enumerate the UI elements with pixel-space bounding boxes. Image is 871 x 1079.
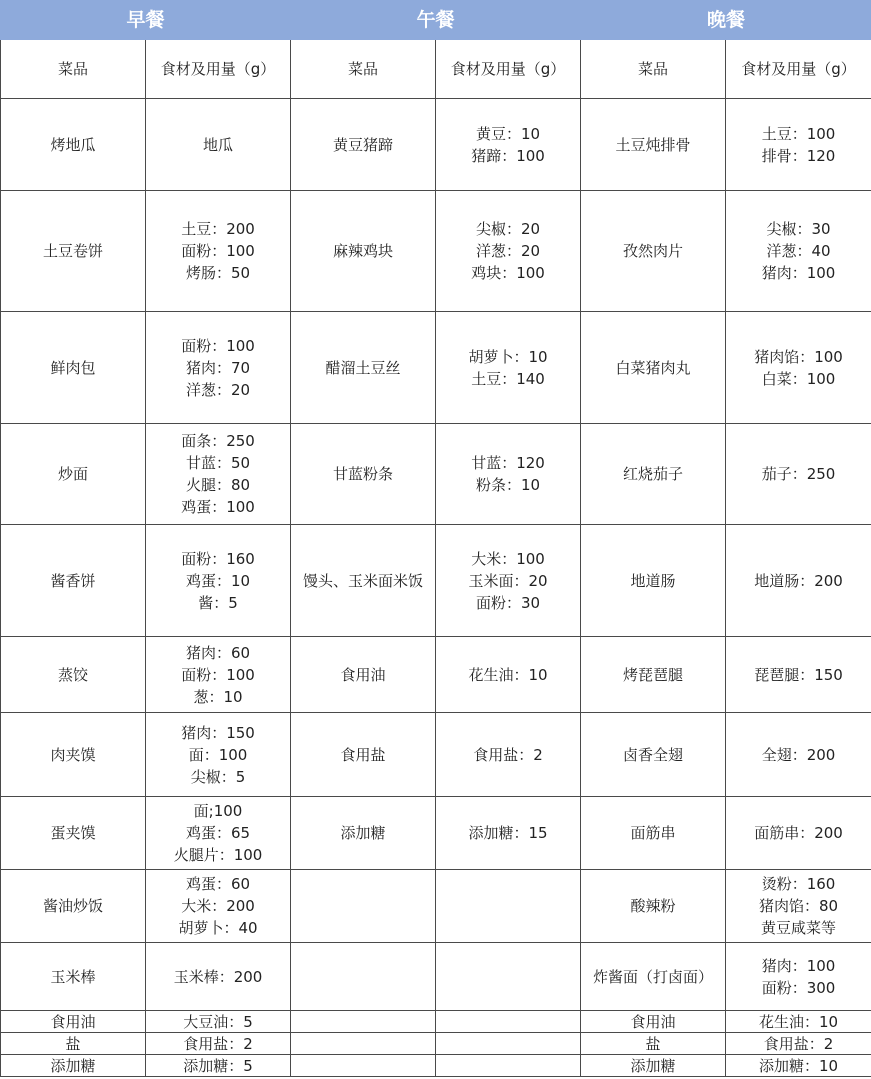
ingredient-line: 胡萝卜：10 (468, 347, 548, 366)
dinner-ingredients-cell (726, 637, 871, 713)
breakfast-dish-cell (1, 1055, 146, 1077)
dinner-ingredients-cell (726, 1055, 871, 1077)
dinner-ingredients-cell (726, 713, 871, 797)
dish-name: 炒面 (57, 465, 88, 483)
lunch-ingredients-cell (436, 797, 581, 870)
breakfast-ingredients-cell (146, 1033, 291, 1055)
ingredient-line: 猪蹄：100 (471, 146, 545, 165)
lunch-dish-cell (291, 525, 436, 637)
dinner-ingredients-cell (726, 191, 871, 312)
dish-name: 酱油炒饭 (42, 897, 103, 915)
ingredient-line: 洋葱：20 (185, 380, 251, 399)
ingredient-line: 玉米面：20 (468, 571, 548, 590)
ingredient-line: 甘蓝：120 (471, 454, 545, 472)
lunch-ingredients-cell (436, 637, 581, 713)
ingredient-line: 花生油：10 (468, 665, 548, 684)
dish-name: 馒头、玉米面米饭 (303, 571, 424, 590)
ingredient-line: 洋葱：20 (475, 242, 541, 260)
table-row (1, 1033, 871, 1055)
breakfast-dish-cell (1, 637, 146, 713)
ingredient-line: 茄子：250 (761, 465, 836, 483)
lunch-ingredients-cell (436, 1011, 581, 1033)
dish-name: 麻辣鸡块 (333, 242, 394, 260)
lunch-ingredients-cell (436, 943, 581, 1011)
lunch-dish-cell (291, 312, 436, 424)
lunch-ingredients-cell (436, 99, 581, 191)
dish-name: 卤香全翅 (623, 745, 684, 764)
ingredient-line: 土豆：100 (761, 124, 836, 143)
dish-name: 醋溜土豆丝 (325, 358, 401, 377)
breakfast-dish-cell (1, 99, 146, 191)
ingredient-line: 粉条：10 (475, 476, 541, 494)
dish-name: 白菜猪肉丸 (615, 358, 691, 377)
column-header-row (1, 40, 871, 99)
ingredient-line: 黄豆：10 (475, 124, 541, 143)
table-row (1, 525, 871, 637)
ingredient-line: 面粉：300 (761, 978, 836, 997)
ingredient-line: 酱：5 (198, 593, 238, 612)
ingredient-line: 白菜：100 (761, 369, 836, 388)
col-header-ingredients: 食材及用量（g） (146, 40, 291, 99)
ingredient-line: 大米：200 (181, 897, 255, 915)
lunch-dish-cell (291, 637, 436, 713)
lunch-dish-cell (291, 713, 436, 797)
lunch-dish-cell (291, 99, 436, 191)
dinner-ingredients-cell (726, 424, 871, 525)
ingredient-line: 面;100 (193, 802, 243, 820)
dish-name: 孜然肉片 (623, 242, 684, 260)
ingredient-line: 添加糖：5 (183, 1056, 253, 1075)
table-row (1, 424, 871, 525)
ingredient-line: 花生油：10 (758, 1012, 839, 1031)
ingredient-line: 尖椒：20 (475, 220, 541, 238)
ingredient-line: 甘蓝：50 (185, 454, 251, 472)
meal-header-row (1, 1, 871, 40)
ingredient-line: 面筋串：200 (754, 824, 843, 842)
dish-name: 盐 (645, 1034, 661, 1053)
dish-name: 烤琵琶腿 (623, 665, 684, 684)
dish-name: 黄豆猪蹄 (333, 135, 394, 154)
ingredient-line: 添加糖：15 (468, 824, 548, 842)
lunch-ingredients-cell (436, 713, 581, 797)
breakfast-ingredients-cell (146, 637, 291, 713)
dinner-ingredients-cell (726, 1033, 871, 1055)
ingredient-line: 猪肉：70 (185, 358, 251, 377)
lunch-ingredients-cell (436, 312, 581, 424)
dish-name: 食用油 (340, 665, 386, 684)
dinner-dish-cell (581, 312, 726, 424)
breakfast-ingredients-cell (146, 1011, 291, 1033)
ingredient-line: 烫粉：160 (761, 875, 836, 893)
lunch-dish-cell (291, 870, 436, 943)
breakfast-ingredients-cell (146, 943, 291, 1011)
breakfast-dish-cell (1, 713, 146, 797)
ingredient-line: 食用盐：2 (473, 745, 543, 764)
ingredient-line: 鸡蛋：65 (185, 824, 251, 842)
ingredient-line: 土豆：140 (471, 369, 545, 388)
breakfast-ingredients-cell (146, 870, 291, 943)
ingredient-line: 烤肠：50 (185, 264, 251, 282)
dinner-dish-cell (581, 1011, 726, 1033)
ingredient-line: 面粉：100 (181, 242, 255, 260)
ingredient-line: 尖椒：5 (190, 767, 246, 786)
lunch-ingredients-cell (436, 424, 581, 525)
ingredient-line: 添加糖：10 (758, 1056, 839, 1075)
dish-name: 盐 (65, 1034, 81, 1053)
dinner-ingredients-cell (726, 1011, 871, 1033)
dish-name: 肉夹馍 (50, 745, 96, 764)
lunch-dish-cell (291, 424, 436, 525)
table-row (1, 713, 871, 797)
dinner-ingredients-cell (726, 943, 871, 1011)
dish-name: 蛋夹馍 (50, 824, 96, 842)
breakfast-dish-cell (1, 797, 146, 870)
dish-name: 红烧茄子 (623, 465, 684, 483)
dinner-ingredients-cell (726, 99, 871, 191)
ingredient-line: 玉米棒：200 (173, 967, 263, 986)
dinner-dish-cell (581, 797, 726, 870)
meal-header-breakfast: 早餐 (1, 1, 291, 40)
ingredient-line: 猪肉：100 (761, 264, 836, 282)
dinner-dish-cell (581, 191, 726, 312)
breakfast-dish-cell (1, 191, 146, 312)
breakfast-dish-cell (1, 1033, 146, 1055)
dish-name: 面筋串 (630, 824, 676, 842)
ingredient-line: 火腿：80 (185, 476, 251, 494)
breakfast-ingredients-cell (146, 797, 291, 870)
ingredient-line: 大豆油：5 (183, 1012, 253, 1031)
dinner-dish-cell (581, 1055, 726, 1077)
table-row (1, 191, 871, 312)
ingredient-line: 土豆：200 (181, 220, 255, 238)
dinner-dish-cell (581, 713, 726, 797)
col-header-ingredients: 食材及用量（g） (726, 40, 871, 99)
dish-name: 添加糖 (340, 824, 386, 842)
breakfast-ingredients-cell (146, 424, 291, 525)
dinner-ingredients-cell (726, 797, 871, 870)
ingredient-line: 鸡块：100 (471, 264, 545, 282)
col-header-dish: 菜品 (291, 40, 436, 99)
ingredient-line: 大米：100 (471, 549, 545, 568)
ingredient-line: 地道肠：200 (754, 571, 843, 590)
ingredient-line: 面：100 (188, 745, 248, 764)
table-body (1, 99, 871, 1077)
ingredient-line: 洋葱：40 (766, 242, 831, 260)
ingredient-line: 排骨：120 (761, 146, 836, 165)
lunch-dish-cell (291, 1055, 436, 1077)
ingredient-line: 食用盐：2 (183, 1034, 253, 1053)
dish-name: 酱香饼 (50, 571, 96, 590)
lunch-ingredients-cell (436, 1033, 581, 1055)
table-row (1, 637, 871, 713)
ingredient-line: 地瓜 (203, 135, 234, 154)
dish-name: 土豆炖排骨 (615, 135, 691, 154)
col-header-ingredients: 食材及用量（g） (436, 40, 581, 99)
ingredient-line: 猪肉：60 (185, 643, 251, 662)
dish-name: 食用油 (630, 1012, 676, 1031)
ingredient-line: 胡萝卜：40 (178, 919, 258, 937)
ingredient-line: 面粉：160 (181, 549, 255, 568)
dinner-ingredients-cell (726, 525, 871, 637)
table-row (1, 99, 871, 191)
dish-name: 鲜肉包 (50, 358, 96, 377)
dinner-ingredients-cell (726, 312, 871, 424)
lunch-ingredients-cell (436, 525, 581, 637)
ingredient-line: 猪肉：100 (761, 956, 836, 975)
lunch-dish-cell (291, 1033, 436, 1055)
ingredient-line: 全翅：200 (761, 745, 836, 764)
ingredient-line: 鸡蛋：60 (185, 875, 251, 893)
table-row (1, 1055, 871, 1077)
meal-header-dinner: 晚餐 (581, 1, 871, 40)
dish-name: 甘蓝粉条 (333, 465, 394, 483)
dish-name: 食用盐 (340, 745, 386, 764)
breakfast-dish-cell (1, 525, 146, 637)
breakfast-dish-cell (1, 424, 146, 525)
breakfast-ingredients-cell (146, 99, 291, 191)
dish-name: 地道肠 (630, 571, 676, 590)
dinner-dish-cell (581, 424, 726, 525)
lunch-dish-cell (291, 797, 436, 870)
breakfast-dish-cell (1, 312, 146, 424)
breakfast-dish-cell (1, 943, 146, 1011)
dinner-dish-cell (581, 1033, 726, 1055)
ingredient-line: 火腿片：100 (173, 846, 263, 864)
ingredient-line: 面粉：100 (181, 665, 255, 684)
breakfast-ingredients-cell (146, 525, 291, 637)
lunch-dish-cell (291, 191, 436, 312)
table-row (1, 1011, 871, 1033)
ingredient-line: 鸡蛋：100 (181, 498, 255, 516)
lunch-ingredients-cell (436, 1055, 581, 1077)
breakfast-dish-cell (1, 870, 146, 943)
lunch-ingredients-cell (436, 191, 581, 312)
dinner-ingredients-cell (726, 870, 871, 943)
lunch-dish-cell (291, 943, 436, 1011)
dinner-dish-cell (581, 870, 726, 943)
dish-name: 玉米棒 (50, 967, 96, 986)
lunch-ingredients-cell (436, 870, 581, 943)
dish-name: 添加糖 (50, 1056, 96, 1075)
dish-name: 炸酱面（打卤面） (593, 967, 714, 986)
table-row (1, 797, 871, 870)
col-header-dish: 菜品 (581, 40, 726, 99)
col-header-dish: 菜品 (1, 40, 146, 99)
dish-name: 食用油 (50, 1012, 96, 1031)
lunch-dish-cell (291, 1011, 436, 1033)
breakfast-ingredients-cell (146, 312, 291, 424)
ingredient-line: 琵琶腿：150 (754, 665, 843, 684)
table-row (1, 312, 871, 424)
dinner-dish-cell (581, 525, 726, 637)
breakfast-ingredients-cell (146, 1055, 291, 1077)
ingredient-line: 食用盐：2 (763, 1034, 834, 1053)
meal-header-lunch: 午餐 (291, 1, 581, 40)
ingredient-line: 猪肉：150 (181, 723, 255, 742)
ingredient-line: 猪肉馅：100 (754, 347, 843, 366)
dish-name: 土豆卷饼 (42, 242, 103, 260)
dinner-dish-cell (581, 637, 726, 713)
breakfast-ingredients-cell (146, 191, 291, 312)
ingredient-line: 尖椒：30 (766, 220, 831, 238)
table-row (1, 870, 871, 943)
dish-name: 酸辣粉 (630, 897, 676, 915)
ingredient-line: 葱：10 (193, 687, 243, 706)
dinner-dish-cell (581, 99, 726, 191)
ingredient-line: 面粉：30 (475, 593, 541, 612)
breakfast-ingredients-cell (146, 713, 291, 797)
breakfast-dish-cell (1, 1011, 146, 1033)
ingredient-line: 面粉：100 (181, 336, 255, 355)
ingredient-line: 鸡蛋：10 (185, 571, 251, 590)
dish-name: 蒸饺 (57, 665, 88, 684)
table-row (1, 943, 871, 1011)
ingredient-line: 猪肉馅：80 (758, 897, 839, 915)
dish-name: 添加糖 (630, 1056, 676, 1075)
dish-name: 烤地瓜 (50, 135, 96, 154)
dinner-dish-cell (581, 943, 726, 1011)
ingredient-line: 面条：250 (181, 432, 255, 450)
ingredient-line: 黄豆咸菜等 (761, 919, 837, 937)
